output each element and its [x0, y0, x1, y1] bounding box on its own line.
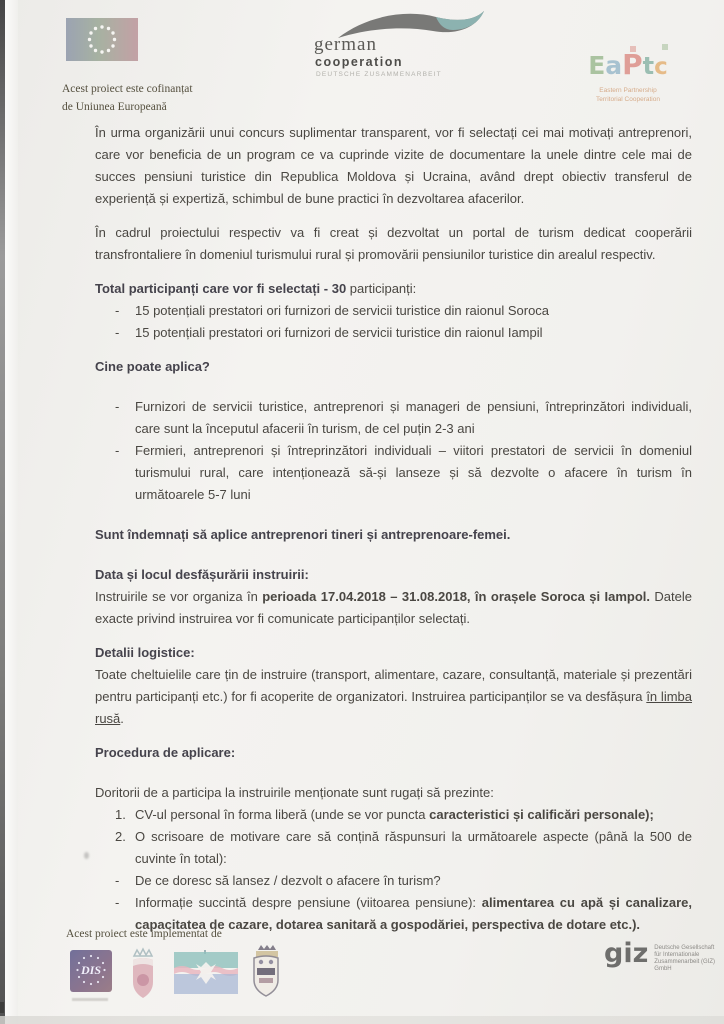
procedure-item1-pre: CV-ul personal în forma liberă (unde se vor puncta	[135, 807, 430, 822]
who-can-apply-item	[95, 396, 692, 440]
german-cooperation-name-line2: cooperation	[315, 55, 404, 69]
eaptc-green-square-icon	[662, 44, 668, 50]
eaptc-letter-a: a	[605, 51, 623, 80]
crest-shield-icon	[126, 946, 160, 1004]
procedure-item1-bold: caracteristici și calificări personale);	[429, 807, 654, 822]
number-bullet: 2.	[115, 829, 126, 844]
procedure-dash-item	[95, 870, 692, 892]
who-can-apply-item-text: Fermieri, antreprenori și întreprinzători individuali – viitori prestatori de servicii în domeniul turismului rural, care intenționează să-și lanseze și să dezvolte o afacere în turism în următoarele 5-7 luni	[135, 443, 692, 502]
eaptc-tagline-line2: Territorial Cooperation	[596, 96, 660, 103]
participants-item-text: 15 potențiali prestatori ori furnizori de servicii turistice din raionul Iampil	[135, 325, 543, 340]
scan-edge-highlight	[5, 0, 18, 1024]
spacer	[95, 546, 692, 564]
dash-bullet: -	[115, 325, 120, 340]
bis-logo-caption	[72, 998, 108, 1001]
eaptc-logo	[578, 48, 678, 104]
german-cooperation-subtitle: DEUTSCHE ZUSAMMENARBEIT	[316, 71, 442, 78]
flag-cross-icon	[174, 950, 238, 996]
spacer	[95, 378, 692, 396]
cofinance-note-line1: Acest proiect este cofinanțat	[62, 83, 193, 95]
training-text-pre: Instruirile se vor organiza în	[95, 589, 263, 604]
giz-subtitle-line1: Deutsche Gesellschaft	[654, 945, 715, 951]
who-can-apply-item-text: Furnizori de servicii turistice, antreprenori și manageri de pensiuni, întreprinzători individuali, care sunt la începutul afacerii în turism, de cel puțin 2-3 ani	[135, 399, 692, 436]
document-body	[95, 122, 692, 936]
training-text-post: Datele exacte privind instruirea vor fi comunicate participanților selectați.	[95, 589, 692, 626]
dash-bullet: -	[115, 873, 120, 888]
giz-subtitle	[654, 945, 724, 973]
eaptc-letter-t: t	[642, 52, 655, 80]
giz-wordmark: giz	[604, 938, 649, 969]
logistics-text-post: .	[120, 711, 124, 726]
procedure-numbered-item	[95, 804, 692, 826]
participants-item	[95, 322, 692, 344]
eaptc-letter-p: P	[622, 48, 643, 81]
logistics-text-pre: Toate cheltuielile care țin de instruire (transport, alimentare, cazare, consultanță, materiale și prezentări pentru participanți etc.) for fi acoperite de organizatori. Instruirea participanților se va desfășura	[95, 667, 692, 704]
coat-of-arms-logo	[246, 944, 286, 1007]
eaptc-red-square-icon	[630, 46, 636, 52]
eaptc-letter-e: E	[588, 51, 606, 80]
participants-item	[95, 300, 692, 322]
procedure-dash1-text: De ce doresc să lansez / dezvolt o afacere în turism?	[135, 873, 441, 888]
bis-logo-text: DIS	[80, 963, 101, 977]
procedure-item1-text	[135, 804, 692, 826]
dash-bullet: -	[115, 399, 120, 414]
crest-shield-logo	[126, 946, 160, 1009]
paragraph-intro: În urma organizării unui concurs suplimentar transparent, vor fi selectați cei mai motivați antreprenori, care vor beneficia de un program ce va cuprinde vizite de documentare la unele dintre cele mai de succes pensiuni turistice din Republica Moldova și Ucraina, având drept obiectiv transferul de experiență și expertiză, schimbul de bune practici în dezvoltarea afacerilor.	[95, 125, 692, 206]
eaptc-wordmark	[578, 48, 678, 86]
german-cooperation-name-line1: german	[314, 34, 377, 55]
dash-bullet: -	[115, 895, 120, 910]
training-text-bold: perioada 17.04.2018 – 31.08.2018, în orașele Soroca și Iampol.	[262, 589, 651, 604]
participants-heading	[95, 278, 692, 300]
coat-of-arms-icon	[246, 944, 286, 1002]
giz-subtitle-line2: für Internationale	[654, 952, 700, 958]
scan-bottom-shade	[0, 1016, 724, 1024]
logistics-heading: Detalii logistice:	[95, 645, 195, 660]
procedure-intro: Doritorii de a participa la instruirile menționate sunt rugați să prezinte:	[95, 785, 494, 800]
number-bullet: 1.	[115, 807, 126, 822]
participants-item-text: 15 potențiali prestatori ori furnizori de servicii turistice din raionul Soroca	[135, 303, 550, 318]
who-can-apply-item	[95, 440, 692, 506]
procedure-heading: Procedura de aplicare:	[95, 745, 236, 760]
eaptc-tagline-line1: Eastern Partnership	[599, 87, 657, 94]
spacer	[95, 764, 692, 782]
implemented-note: Acest proiect este implementat de	[66, 928, 222, 940]
scan-corner-mark	[0, 1002, 4, 1013]
participants-heading-regular: participanți:	[346, 281, 417, 296]
dash-bullet: -	[115, 303, 120, 318]
spacer	[95, 506, 692, 524]
eaptc-tagline	[578, 86, 678, 104]
giz-logo	[604, 940, 724, 973]
procedure-item2-text: O scrisoare de motivare care să conțină răspunsuri la următoarele aspecte (până la 500 de cuvinte în total):	[135, 829, 692, 866]
procedure-dash2-pre: Informație succintă despre pensiune (viitoarea pensiune):	[135, 895, 482, 910]
giz-subtitle-line3: Zusammenarbeit (GIZ) GmbH	[654, 959, 715, 972]
flag-cross-logo	[174, 950, 238, 1001]
bis-logo	[70, 950, 112, 992]
procedure-numbered-item	[95, 826, 692, 870]
scan-smudge	[84, 852, 89, 859]
paragraph-portal: În cadrul proiectului respectiv va fi creat și dezvoltat un portal de turism dedicat cooperării transfrontaliere în domeniul turismului rural și promovării pensiunilor turistice din arealul respectiv.	[95, 225, 692, 262]
procedure-dash2-bold: alimentarea cu apă și canalizare, capacitatea de cazare, dotarea sanitară a gospodăriei, perspectiva de dotare etc.).	[135, 895, 693, 932]
training-paragraph	[95, 586, 692, 630]
logistics-text-underlined: în limba rusă	[95, 689, 692, 726]
logistics-paragraph	[95, 664, 692, 730]
cofinance-note-line2: de Uniunea Europeană	[62, 101, 167, 113]
eu-flag-icon	[66, 18, 138, 61]
encouragement-line: Sunt îndemnați să aplice antreprenori tineri și antreprenoare-femei.	[95, 527, 511, 542]
who-can-apply-heading: Cine poate aplica?	[95, 359, 210, 374]
eaptc-letter-c: c	[654, 54, 668, 80]
eu-flag-logo	[66, 18, 138, 66]
participants-heading-bold: Total participanți care vor fi selectați - 30	[95, 281, 347, 296]
cofinance-note	[62, 80, 193, 116]
training-heading: Data și locul desfășurării instruirii:	[95, 567, 309, 582]
spacer	[95, 344, 692, 356]
dash-bullet: -	[115, 443, 120, 458]
bis-logo-box	[70, 950, 112, 992]
